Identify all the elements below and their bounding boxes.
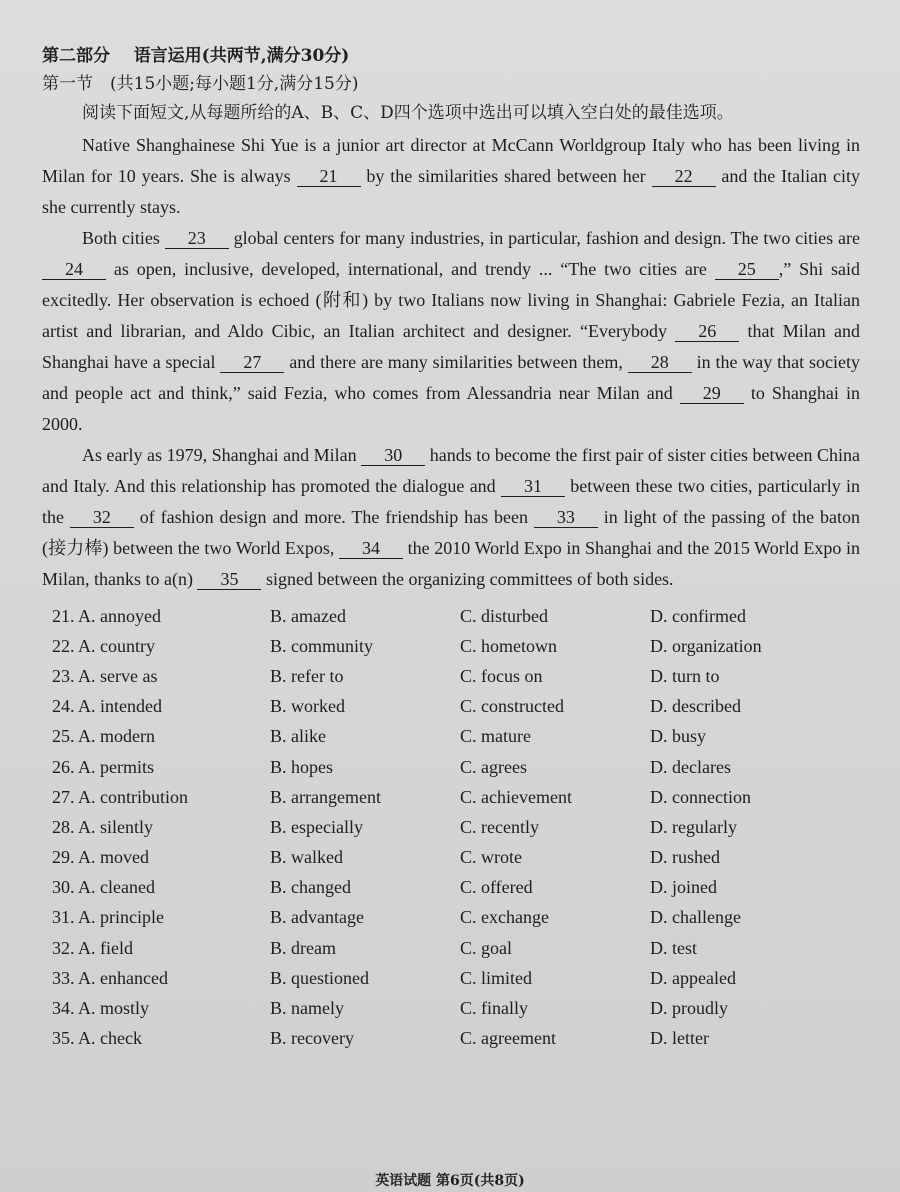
blank-33: 33 bbox=[534, 507, 598, 528]
option-c: C. hometown bbox=[460, 635, 557, 656]
part-label: 第二部分 bbox=[42, 46, 110, 66]
passage-text: hands to become the first pair of sister cities between China and Italy. And this relationship has promoted the dialogue and bbox=[42, 445, 861, 496]
passage-text: in light of the passing of the baton (接力棒) between the two World Expos, bbox=[42, 507, 860, 558]
passage-text: as open, inclusive, developed, international, and trendy ... “The two cities are bbox=[106, 259, 715, 279]
passage-text: and there are many similarities between them, bbox=[284, 352, 628, 372]
option-d: D. busy bbox=[650, 726, 707, 747]
option-c: C. limited bbox=[460, 967, 532, 988]
option-a: 29. A. moved bbox=[52, 847, 149, 868]
option-d: D. rushed bbox=[650, 847, 720, 868]
option-a: 30. A. cleaned bbox=[52, 877, 155, 898]
passage-text: global centers for many industries, in particular, fashion and design. The two cities are bbox=[228, 228, 861, 248]
page-footer: 英语试题 第6页(共8页) bbox=[375, 1173, 525, 1189]
option-b: B. dream bbox=[270, 937, 336, 958]
passage bbox=[42, 130, 860, 595]
blank-23: 23 bbox=[165, 228, 229, 249]
option-row bbox=[42, 993, 860, 1023]
section-heading: 第一节 (共15小题;每小题1分,满分15分) bbox=[42, 74, 359, 94]
option-a: 35. A. check bbox=[52, 1028, 142, 1049]
passage-text: of fashion design and more. The friendship has been bbox=[133, 507, 534, 527]
option-b: B. questioned bbox=[270, 967, 369, 988]
option-b: B. alike bbox=[270, 726, 326, 747]
blank-27: 27 bbox=[220, 352, 284, 373]
part-description: 语言运用(共两节,满分30分) bbox=[133, 46, 350, 66]
option-row bbox=[42, 752, 860, 782]
paragraph-2 bbox=[42, 223, 860, 440]
option-c: C. focus on bbox=[460, 665, 543, 686]
option-b: B. recovery bbox=[270, 1028, 354, 1049]
option-b: B. amazed bbox=[270, 605, 346, 626]
option-c: C. goal bbox=[460, 937, 512, 958]
option-a: 21. A. annoyed bbox=[52, 605, 161, 626]
option-b: B. namely bbox=[270, 998, 344, 1019]
option-a: 34. A. mostly bbox=[52, 998, 150, 1019]
option-row bbox=[42, 1024, 860, 1054]
option-a: 31. A. principle bbox=[52, 907, 164, 928]
option-d: D. connection bbox=[650, 786, 751, 807]
option-a: 22. A. country bbox=[52, 635, 155, 656]
blank-32: 32 bbox=[70, 507, 134, 528]
option-c: C. wrote bbox=[460, 847, 522, 868]
passage-text: between these two cities, particularly in the bbox=[42, 476, 860, 527]
blank-30: 30 bbox=[361, 445, 425, 466]
option-row bbox=[42, 601, 860, 631]
option-c: C. agreement bbox=[460, 1028, 556, 1049]
option-d: D. confirmed bbox=[650, 605, 746, 626]
passage-text: signed between the organizing committees of both sides. bbox=[261, 569, 674, 589]
option-d: D. regularly bbox=[650, 816, 737, 837]
option-d: D. described bbox=[650, 696, 741, 717]
passage-text: in the way that society and people act and think,” said Fezia, who comes from Alessandria near Milan and bbox=[42, 352, 861, 403]
option-b: B. refer to bbox=[270, 665, 344, 686]
option-row bbox=[42, 722, 860, 752]
option-row bbox=[42, 873, 860, 903]
option-c: C. exchange bbox=[460, 907, 549, 928]
option-b: B. worked bbox=[270, 696, 345, 717]
option-b: B. community bbox=[270, 635, 373, 656]
option-c: C. mature bbox=[460, 726, 531, 747]
passage-text: by the similarities shared between her bbox=[360, 166, 652, 186]
paragraph-1 bbox=[42, 130, 860, 223]
option-row bbox=[42, 782, 860, 812]
option-row bbox=[42, 963, 860, 993]
option-d: D. joined bbox=[650, 877, 717, 898]
blank-24: 24 bbox=[42, 259, 106, 280]
blank-21: 21 bbox=[297, 166, 361, 187]
option-row bbox=[42, 843, 860, 873]
option-a: 33. A. enhanced bbox=[52, 967, 168, 988]
option-d: D. appealed bbox=[650, 967, 736, 988]
passage-text: to Shanghai in 2000. bbox=[42, 383, 860, 434]
part-heading bbox=[42, 42, 860, 70]
option-c: C. finally bbox=[460, 998, 528, 1019]
option-a: 27. A. contribution bbox=[52, 786, 188, 807]
options-list bbox=[42, 601, 860, 1054]
passage-text: that Milan and Shanghai have a special bbox=[42, 321, 860, 372]
option-d: D. declares bbox=[650, 756, 731, 777]
option-a: 23. A. serve as bbox=[52, 665, 158, 686]
passage-text: Both cities bbox=[82, 228, 165, 248]
option-b: B. walked bbox=[270, 847, 343, 868]
option-d: D. organization bbox=[650, 635, 762, 656]
option-d: D. letter bbox=[650, 1028, 709, 1049]
instructions: 阅读下面短文,从每题所给的A、B、C、D四个选项中选出可以填入空白处的最佳选项。 bbox=[82, 103, 734, 123]
option-c: C. disturbed bbox=[460, 605, 548, 626]
blank-26: 26 bbox=[675, 321, 739, 342]
option-c: C. agrees bbox=[460, 756, 527, 777]
option-b: B. advantage bbox=[270, 907, 364, 928]
option-a: 26. A. permits bbox=[52, 756, 154, 777]
passage-text: Native Shanghainese Shi Yue is a junior art director at McCann Worldgroup Italy who has been living in Milan for 10 years. She is always bbox=[42, 135, 860, 186]
option-b: B. arrangement bbox=[270, 786, 381, 807]
passage-text: ,” Shi said excitedly. Her observation is echoed (附和) by two Italians now living in Shanghai: Gabriele Fezia, an Italian artist and librarian, and Aldo Cibic, an Italian architect and designer. “Everybody bbox=[42, 259, 861, 341]
option-d: D. challenge bbox=[650, 907, 741, 928]
option-row bbox=[42, 903, 860, 933]
option-c: C. constructed bbox=[460, 696, 564, 717]
option-row bbox=[42, 631, 860, 661]
option-c: C. recently bbox=[460, 816, 539, 837]
blank-25: 25 bbox=[715, 259, 779, 280]
passage-text: As early as 1979, Shanghai and Milan bbox=[82, 445, 362, 465]
option-a: 28. A. silently bbox=[52, 816, 154, 837]
option-d: D. test bbox=[650, 937, 697, 958]
option-d: D. turn to bbox=[650, 665, 720, 686]
option-c: C. offered bbox=[460, 877, 533, 898]
option-d: D. proudly bbox=[650, 998, 728, 1019]
blank-29: 29 bbox=[680, 383, 744, 404]
option-c: C. achievement bbox=[460, 786, 572, 807]
option-row bbox=[42, 933, 860, 963]
passage-text: the 2010 World Expo in Shanghai and the 2015 World Expo in Milan, thanks to a(n) bbox=[42, 538, 860, 589]
blank-34: 34 bbox=[339, 538, 403, 559]
option-a: 25. A. modern bbox=[52, 726, 155, 747]
option-a: 32. A. field bbox=[52, 937, 133, 958]
option-a: 24. A. intended bbox=[52, 696, 162, 717]
option-b: B. changed bbox=[270, 877, 351, 898]
option-b: B. especially bbox=[270, 816, 363, 837]
paragraph-3 bbox=[42, 440, 860, 595]
blank-31: 31 bbox=[501, 476, 565, 497]
option-row bbox=[42, 692, 860, 722]
passage-text: and the Italian city she currently stays. bbox=[42, 166, 860, 217]
blank-22: 22 bbox=[652, 166, 716, 187]
option-row bbox=[42, 812, 860, 842]
option-row bbox=[42, 661, 860, 691]
blank-35: 35 bbox=[197, 569, 261, 590]
blank-28: 28 bbox=[628, 352, 692, 373]
option-b: B. hopes bbox=[270, 756, 333, 777]
